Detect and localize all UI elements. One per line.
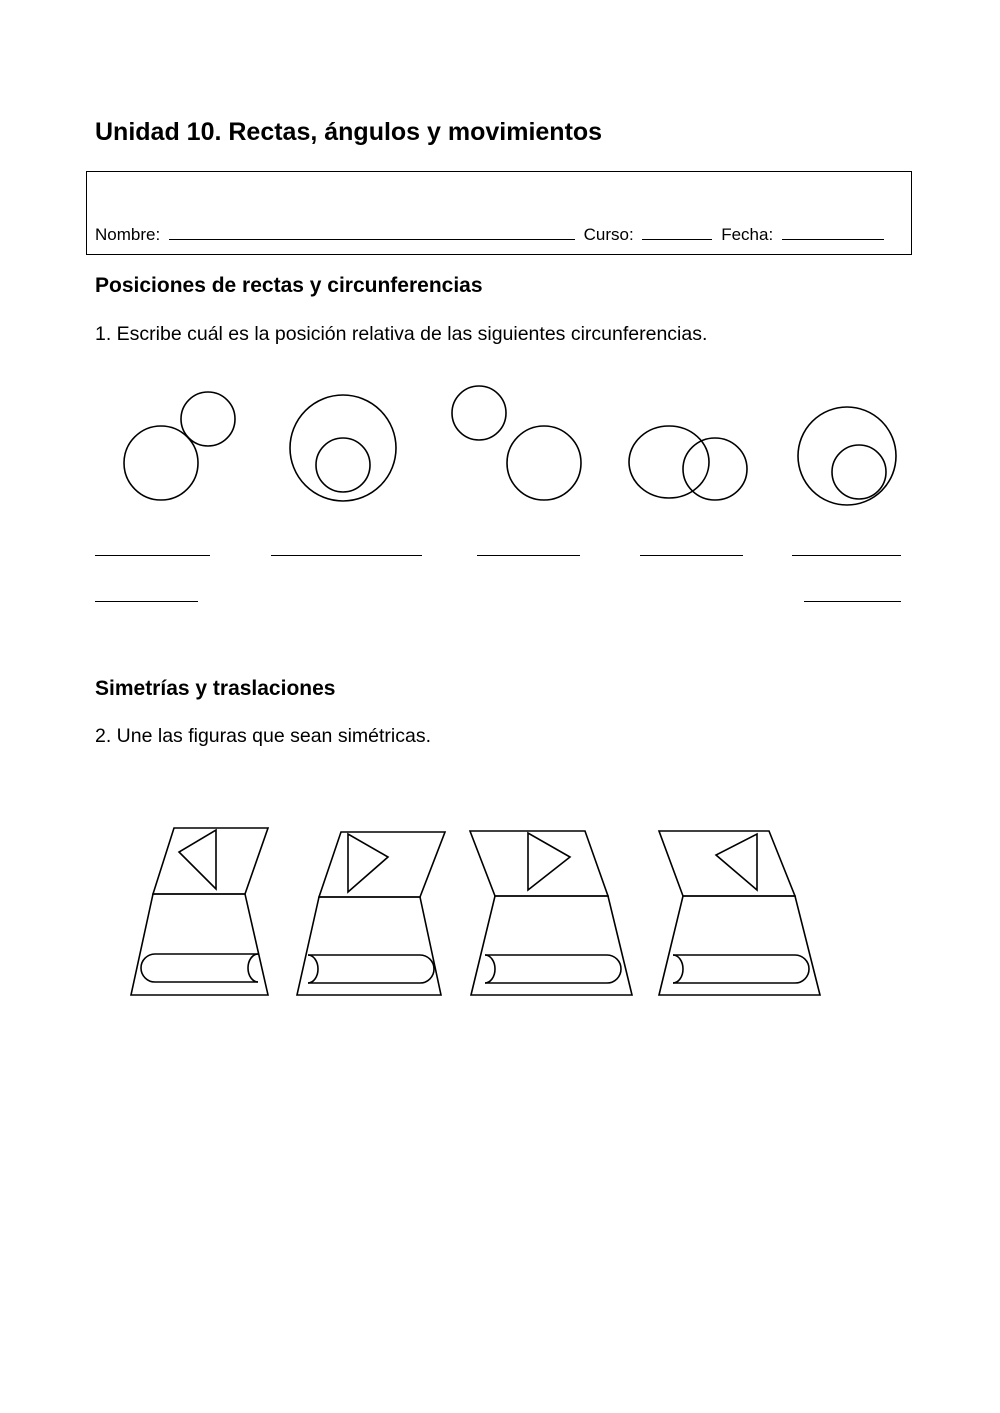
figure-top [319, 832, 445, 897]
question-1: 1. Escribe cuál es la posición relativa de las siguientes circunferencias. [95, 323, 708, 345]
answer-line-4[interactable] [640, 555, 743, 556]
scroll-end [673, 955, 683, 983]
triangle-right [348, 834, 388, 892]
circle [507, 426, 581, 500]
triangle-left [179, 830, 216, 889]
scroll-end [485, 955, 495, 983]
circle-pair-4 [629, 426, 747, 500]
circle [181, 392, 235, 446]
answer-line-1b[interactable] [95, 601, 198, 602]
figure-bottom [471, 896, 632, 995]
answer-line-5b[interactable] [804, 601, 901, 602]
date-label: Fecha: [721, 225, 774, 244]
figure-bottom [297, 897, 441, 995]
answer-line-2[interactable] [271, 555, 422, 556]
question-2: 2. Une las figuras que sean simétricas. [95, 725, 431, 747]
answer-line-3[interactable] [477, 555, 580, 556]
circle [629, 426, 709, 498]
figure-1 [131, 828, 268, 995]
circle-pair-1 [124, 392, 235, 500]
answer-line-5[interactable] [792, 555, 901, 556]
figure-3 [470, 831, 632, 995]
circle [683, 438, 747, 500]
circle-pair-3 [452, 386, 581, 500]
circle [290, 395, 396, 501]
name-label: Nombre: [95, 225, 161, 244]
circle-pair-5 [798, 407, 896, 505]
scroll-shape [308, 955, 434, 983]
figure-bottom [659, 896, 820, 995]
scroll-shape [485, 955, 621, 983]
page-title: Unidad 10. Rectas, ángulos y movimientos [95, 118, 603, 146]
circle [452, 386, 506, 440]
scroll-shape [673, 955, 809, 983]
figure-2 [297, 832, 445, 995]
triangle-left [716, 834, 757, 890]
scroll-end [308, 955, 318, 983]
section2-heading: Simetrías y traslaciones [95, 677, 336, 700]
course-label: Curso: [583, 225, 634, 244]
section1-heading: Posiciones de rectas y circunferencias [95, 274, 483, 297]
circle-pair-2 [290, 395, 396, 501]
circle [316, 438, 370, 492]
scroll-shape [141, 954, 258, 982]
figure-bottom [131, 894, 268, 995]
answer-line-1[interactable] [95, 555, 210, 556]
scroll-end [248, 954, 258, 982]
triangle-right [528, 833, 570, 890]
figure-top [470, 831, 608, 896]
circle [832, 445, 886, 499]
figure-4 [659, 831, 820, 995]
